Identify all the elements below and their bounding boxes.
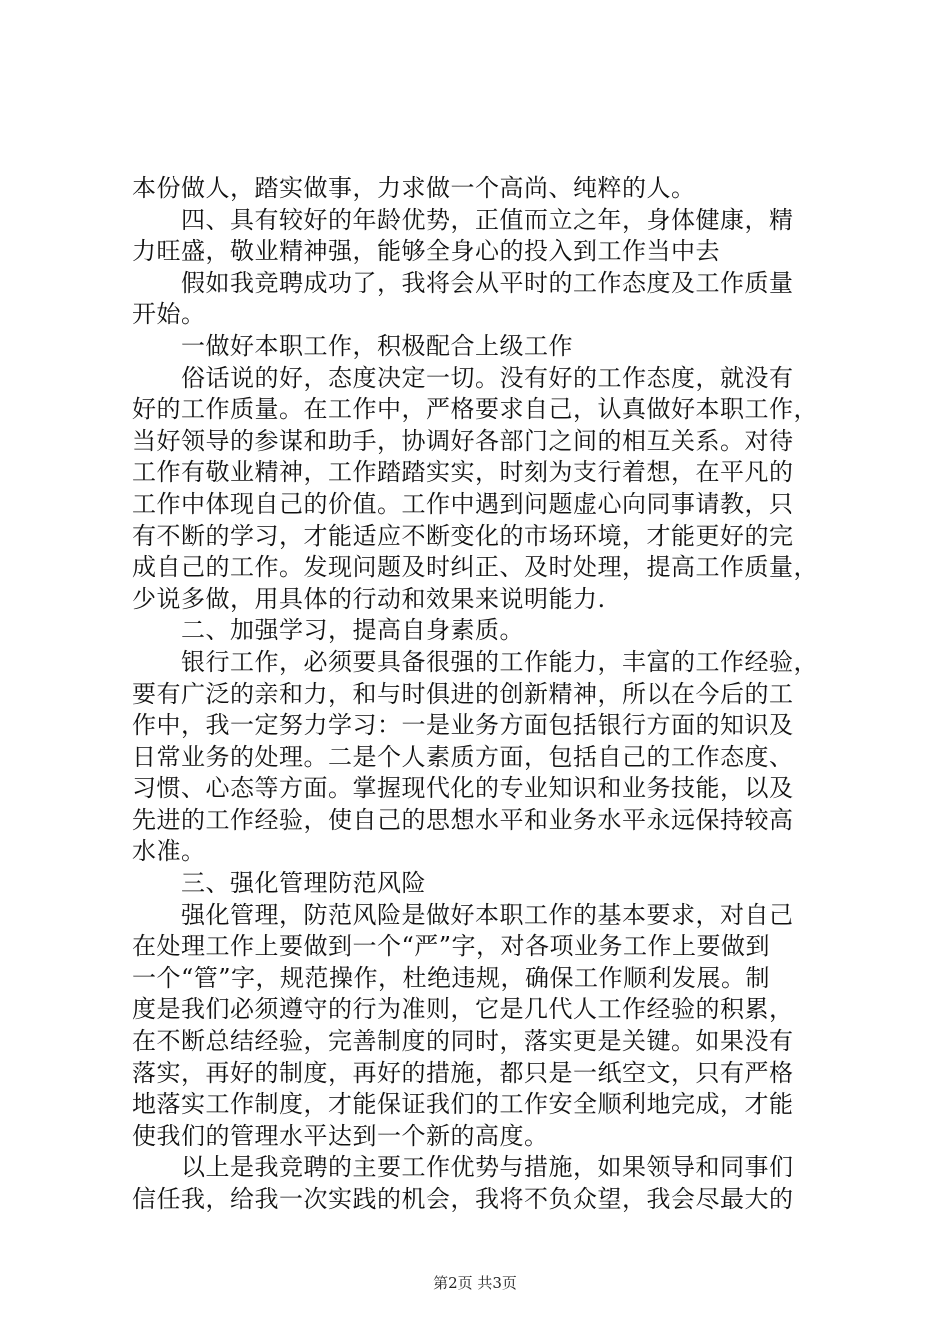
text-line: 信任我，给我一次实践的机会，我将不负众望，我会尽最大的 bbox=[132, 1185, 794, 1213]
text-line: 要有广泛的亲和力，和与时俱进的创新精神，所以在今后的工 bbox=[132, 679, 794, 708]
document-body bbox=[132, 173, 832, 1216]
text-line: 水准。 bbox=[132, 837, 206, 866]
text-line: 三、强化管理防范风险 bbox=[181, 869, 426, 898]
text-line: 假如我竞聘成功了，我将会从平时的工作态度及工作质量 bbox=[181, 268, 794, 297]
text-line: 本份做人，踏实做事，力求做一个高尚、纯粹的人。 bbox=[132, 174, 696, 202]
text-line: 力旺盛，敬业精神强，能够全身心的投入到工作当中去 bbox=[132, 237, 720, 266]
text-line: 强化管理，防范风险是做好本职工作的基本要求，对自己 bbox=[181, 900, 794, 929]
text-line: 俗话说的好，态度决定一切。没有好的工作态度，就没有 bbox=[181, 363, 794, 392]
text-line: 少说多做，用具体的行动和效果来说明能力. bbox=[132, 584, 606, 613]
text-line: 当好领导的参谋和助手，协调好各部门之间的相互关系。对待 bbox=[132, 426, 794, 455]
text-line: 成自己的工作。发现问题及时纠正、及时处理，提高工作质量， bbox=[132, 553, 818, 582]
text-line: 一个“管”字，规范操作，杜绝违规，确保工作顺利发展。制 bbox=[132, 963, 771, 992]
page-footer: 第2页 共3页 bbox=[433, 1274, 517, 1292]
text-line: 先进的工作经验，使自己的思想水平和业务水平永远保持较高 bbox=[132, 805, 794, 834]
text-line: 开始。 bbox=[132, 300, 206, 329]
text-line: 有不断的学习，才能适应不断变化的市场环境，才能更好的完 bbox=[132, 521, 794, 550]
text-line: 在不断总结经验，完善制度的同时，落实更是关键。如果没有 bbox=[132, 1027, 794, 1056]
text-line: 日常业务的处理。二是个人素质方面，包括自己的工作态度、 bbox=[132, 742, 794, 771]
text-line: 使我们的管理水平达到一个新的高度。 bbox=[132, 1121, 549, 1150]
text-line: 在处理工作上要做到一个“严”字，对各项业务工作上要做到 bbox=[132, 932, 771, 961]
text-line: 四、具有较好的年龄优势，正值而立之年，身体健康，精 bbox=[181, 205, 794, 234]
text-line: 度是我们必须遵守的行为准则，它是几代人工作经验的积累， bbox=[132, 995, 794, 1024]
text-line: 以上是我竞聘的主要工作优势与措施，如果领导和同事们 bbox=[181, 1153, 794, 1182]
text-line: 工作有敬业精神，工作踏踏实实，时刻为支行着想，在平凡的 bbox=[132, 458, 794, 487]
text-line: 一做好本职工作，积极配合上级工作 bbox=[181, 331, 573, 360]
text-line: 地落实工作制度，才能保证我们的工作安全顺利地完成，才能 bbox=[132, 1090, 794, 1119]
text-line: 银行工作，必须要具备很强的工作能力，丰富的工作经验， bbox=[181, 647, 818, 676]
text-line: 二、加强学习，提高自身素质。 bbox=[181, 616, 524, 645]
text-line: 习惯、心态等方面。掌握现代化的专业知识和业务技能，以及 bbox=[132, 774, 794, 803]
text-line: 落实，再好的制度，再好的措施，都只是一纸空文，只有严格 bbox=[132, 1058, 794, 1087]
text-line: 好的工作质量。在工作中，严格要求自己，认真做好本职工作， bbox=[132, 395, 818, 424]
text-line: 作中，我一定努力学习：一是业务方面包括银行方面的知识及 bbox=[132, 711, 794, 740]
text-line: 工作中体现自己的价值。工作中遇到问题虚心向同事请教，只 bbox=[132, 489, 794, 518]
